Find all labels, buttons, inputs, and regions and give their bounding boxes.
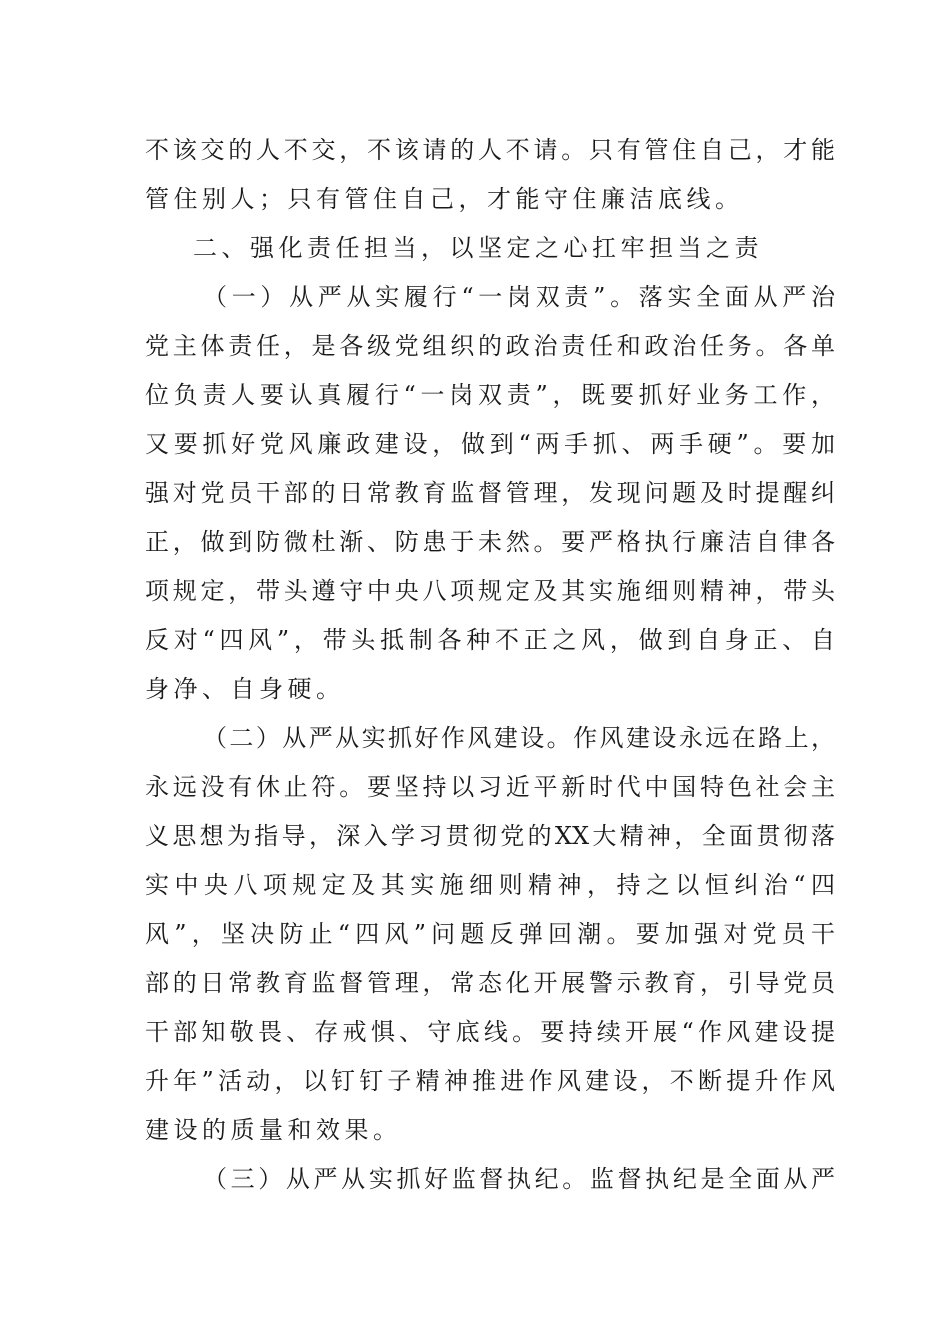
subsection-heading: （三）从严从实抓好监督执纪。监督执纪是全面从严 (203, 1165, 835, 1193)
text-line: 反对“四风”，带头抵制各种不正之风，做到自身正、自 (145, 626, 835, 654)
text-line: 正，做到防微杜渐、防患于未然。要严格执行廉洁自律各 (145, 528, 835, 556)
text-line: 风”，坚决防止“四风”问题反弹回潮。要加强对党员干 (145, 920, 835, 948)
text-line: 又要抓好党风廉政建设，做到“两手抓、两手硬”。要加 (145, 430, 835, 458)
text-line: 部的日常教育监督管理，常态化开展警示教育，引导党员 (145, 969, 835, 997)
subsection-heading: （一）从严从实履行“一岗双责”。落实全面从严治 (203, 283, 835, 311)
text-line: 位负责人要认真履行“一岗双责”，既要抓好业务工作， (145, 381, 835, 409)
subsection-heading: （二）从严从实抓好作风建设。作风建设永远在路上， (203, 724, 835, 752)
text-line: 义思想为指导，深入学习贯彻党的XX大精神，全面贯彻落 (145, 822, 835, 850)
text-line: 永远没有休止符。要坚持以习近平新时代中国特色社会主 (145, 773, 835, 801)
text-line: 项规定，带头遵守中央八项规定及其实施细则精神，带头 (145, 577, 835, 605)
text-line: 干部知敬畏、存戒惧、守底线。要持续开展“作风建设提 (145, 1018, 835, 1046)
text-line: 升年”活动，以钉钉子精神推进作风建设，不断提升作风 (145, 1067, 835, 1095)
text-line: 建设的质量和效果。 (145, 1116, 402, 1144)
text-line: 实中央八项规定及其实施细则精神，持之以恒纠治“四 (145, 871, 835, 899)
section-heading: 二、强化责任担当，以坚定之心扛牢担当之责 (193, 234, 763, 262)
text-line: 管住别人；只有管住自己，才能守住廉洁底线。 (145, 185, 744, 213)
text-line: 党主体责任，是各级党组织的政治责任和政治任务。各单 (145, 332, 835, 360)
text-line: 身净、自身硬。 (145, 675, 345, 703)
text-line: 强对党员干部的日常教育监督管理，发现问题及时提醒纠 (145, 479, 835, 507)
text-line: 不该交的人不交，不该请的人不请。只有管住自己，才能 (145, 136, 835, 164)
